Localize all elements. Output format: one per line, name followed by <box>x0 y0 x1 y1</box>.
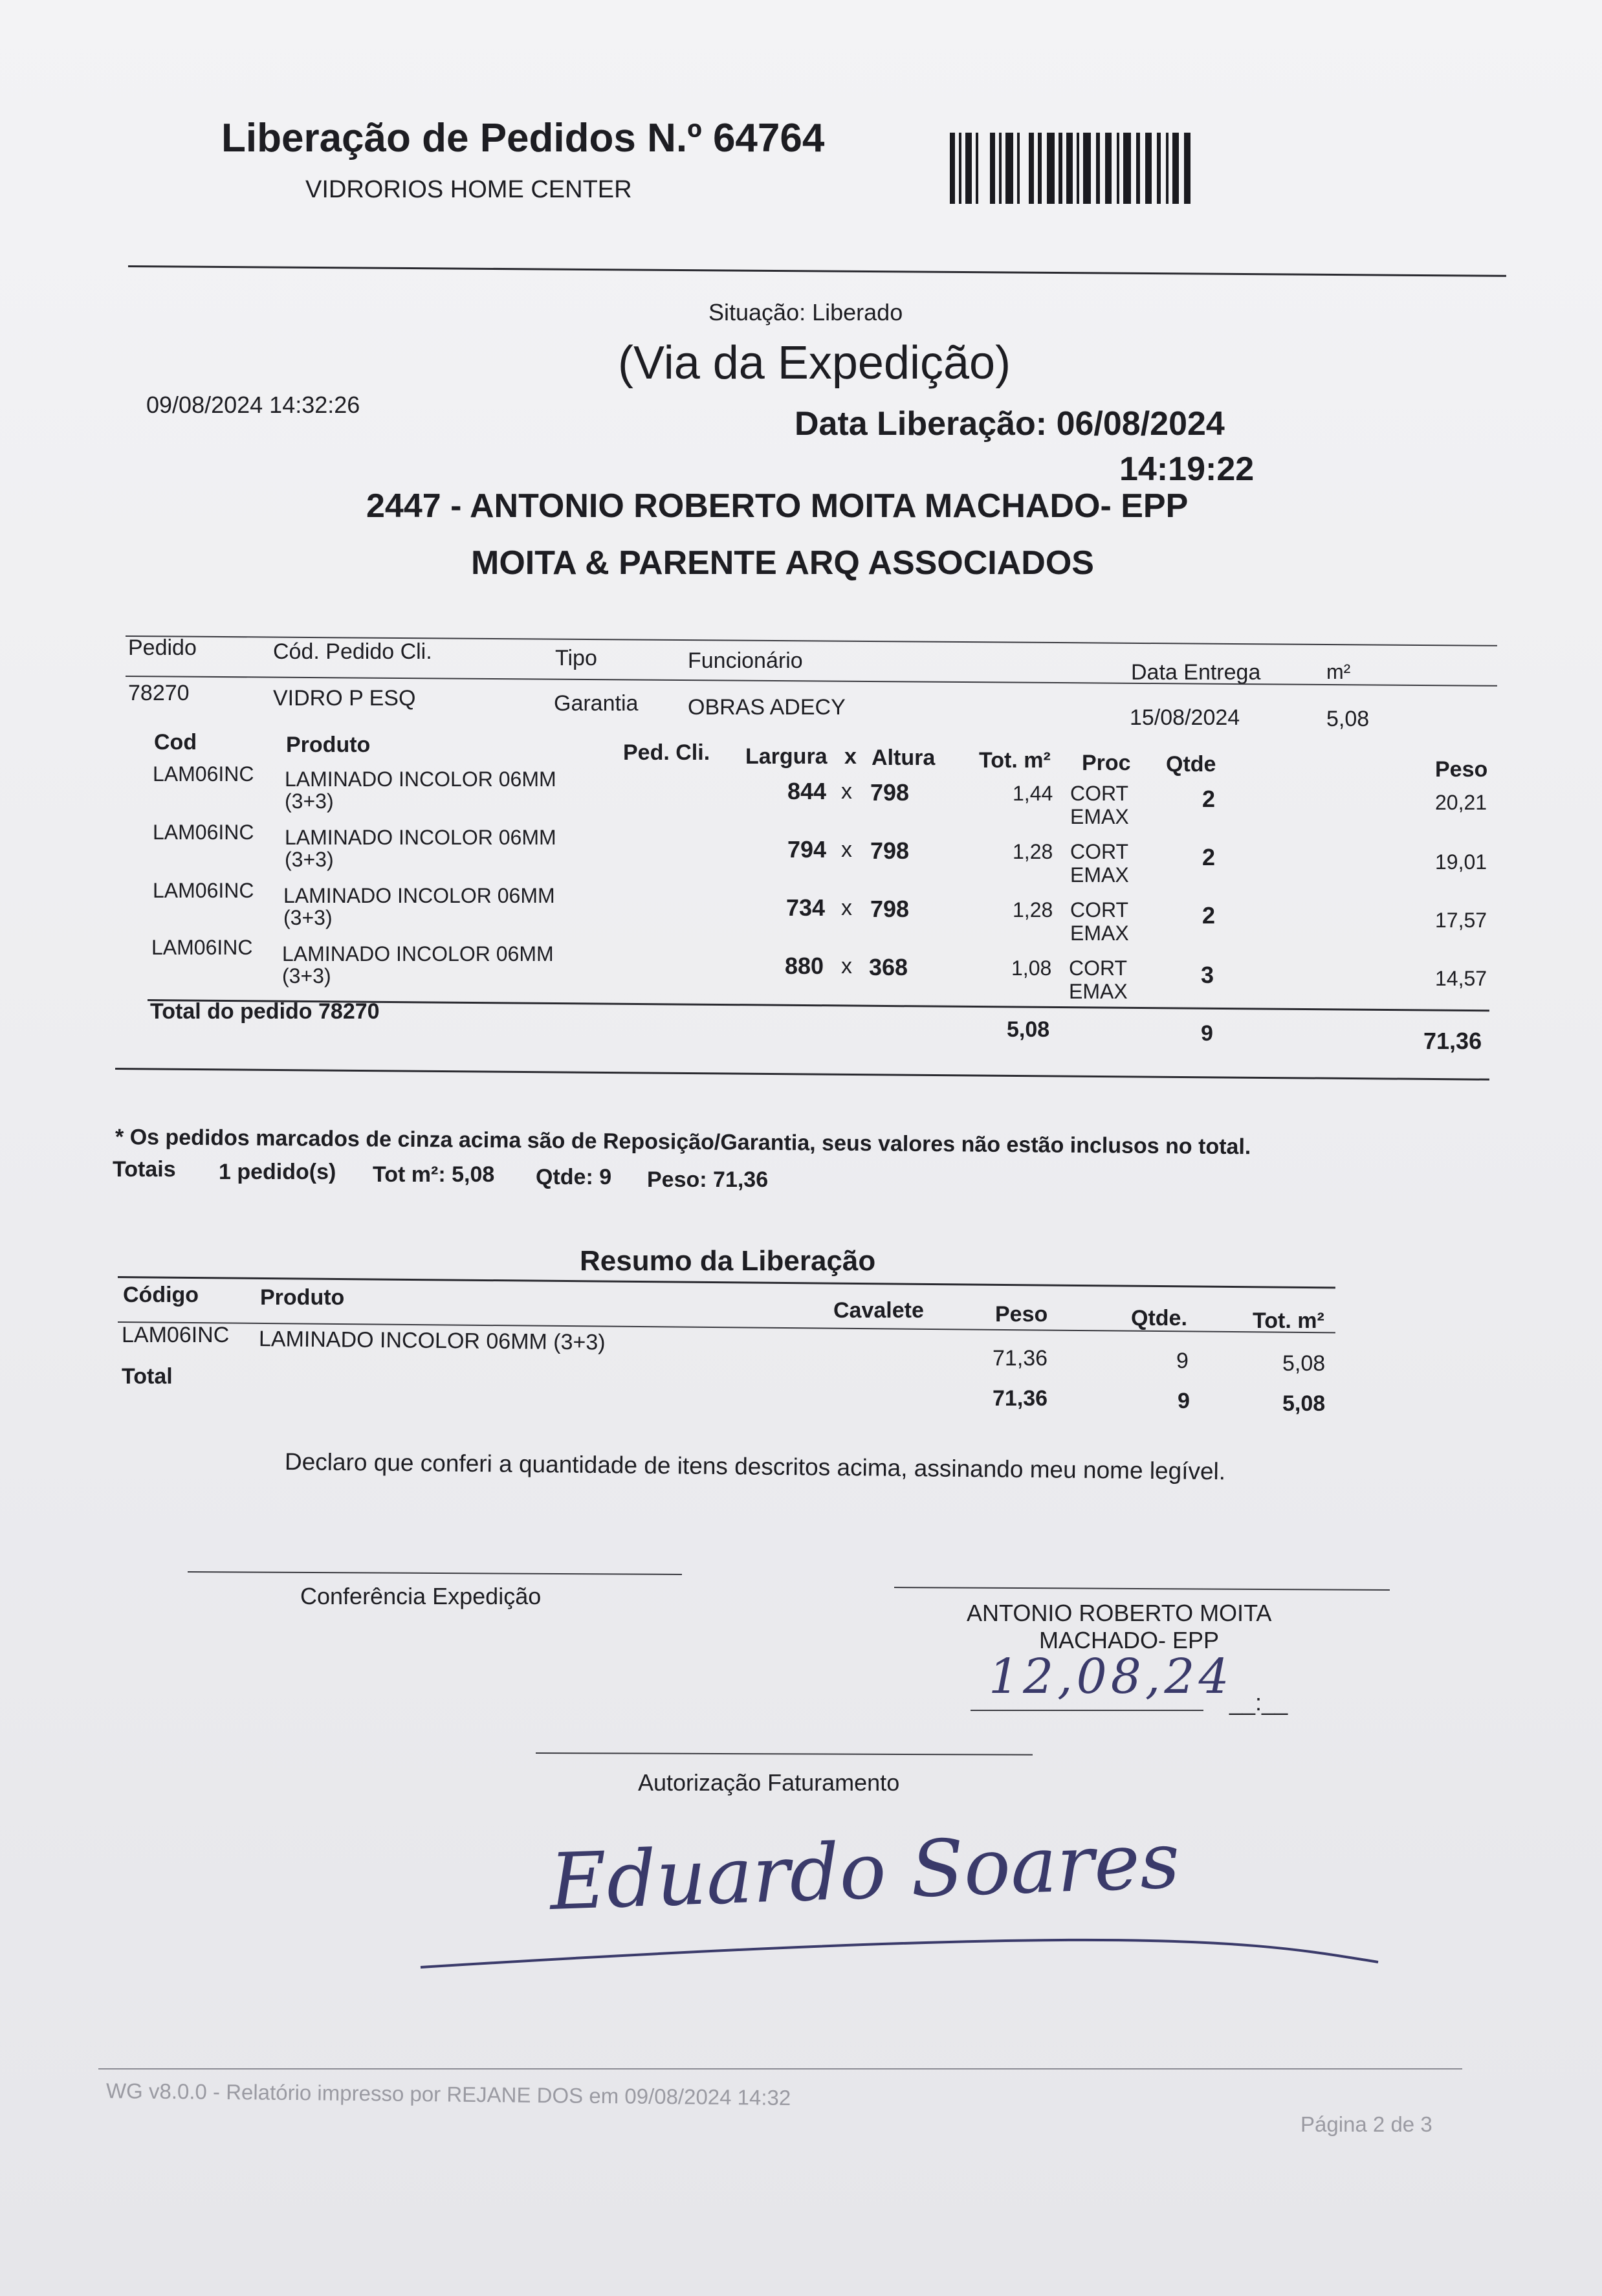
items-header-peso: Peso <box>1435 757 1488 782</box>
col-header-pedido: Pedido <box>128 635 197 660</box>
situacao-status: Situação: Liberado <box>708 299 903 326</box>
gray-note: * Os pedidos marcados de cinza acima são de Reposição/Garantia, seus valores não estão inclusos no total. <box>115 1125 1251 1160</box>
totais-label: Totais <box>113 1157 176 1182</box>
items-header-cod: Cod <box>154 730 197 755</box>
client-signature-name-2: MACHADO- EPP <box>1039 1627 1220 1653</box>
signature-stroke <box>414 1928 1385 1980</box>
order-pedido: 78270 <box>128 681 190 705</box>
order-m2: 5,08 <box>1326 707 1370 731</box>
resumo-header-qtde: Qtde. <box>1131 1306 1187 1330</box>
row-cod: LAM06INC <box>153 762 254 786</box>
row-cod: LAM06INC <box>153 879 254 902</box>
row-largura: 794 <box>787 836 827 863</box>
row-x: x <box>841 779 852 804</box>
row-altura: 798 <box>870 837 910 864</box>
items-total-qtde: 9 <box>1201 1021 1213 1046</box>
row-proc: CORT <box>1070 898 1129 922</box>
items-header-ped-cli: Ped. Cli. <box>623 740 710 765</box>
order-cod-pedido-cli: VIDRO P ESQ <box>273 686 416 711</box>
items-total-label: Total do pedido 78270 <box>150 999 380 1024</box>
resumo-total-label: Total <box>122 1364 173 1389</box>
row-qtde: 2 <box>1202 902 1216 929</box>
footer-page: Página 2 de 3 <box>1300 2112 1432 2136</box>
via-label: (Via da Expedição) <box>618 337 1011 389</box>
row-x: x <box>841 837 852 862</box>
printed-datetime: 09/08/2024 14:32:26 <box>146 392 360 418</box>
conferencia-label: Conferência Expedição <box>300 1583 542 1609</box>
col-header-cod-pedido-cli: Cód. Pedido Cli. <box>273 639 432 664</box>
items-header-proc: Proc <box>1082 751 1131 775</box>
resumo-total-peso: 71,36 <box>993 1386 1048 1411</box>
handwritten-date: 12,08,24 <box>989 1649 1233 1705</box>
totais-pedidos: 1 pedido(s) <box>219 1160 336 1184</box>
resumo-row-peso: 71,36 <box>993 1346 1048 1371</box>
resumo-row-codigo: LAM06INC <box>122 1323 230 1347</box>
row-proc-2: EMAX <box>1070 922 1129 945</box>
row-largura: 734 <box>786 894 826 921</box>
row-proc: CORT <box>1069 956 1128 980</box>
totais-qtde: Qtde: 9 <box>536 1165 612 1189</box>
row-altura: 368 <box>869 954 908 980</box>
col-header-m2: m² <box>1326 660 1351 683</box>
footer-report: WG v8.0.0 - Relatório impresso por REJANE DOS em 09/08/2024 14:32 <box>105 2079 791 2110</box>
row-proc: CORT <box>1070 840 1129 863</box>
row-qtde: 2 <box>1202 786 1216 812</box>
order-data-entrega: 15/08/2024 <box>1130 705 1240 730</box>
row-qtde: 2 <box>1202 844 1216 870</box>
row-proc-2: EMAX <box>1069 980 1128 1003</box>
order-funcionario: OBRAS ADECY <box>688 695 846 720</box>
totais-m2: Tot m²: 5,08 <box>373 1162 495 1187</box>
resumo-row-qtde: 9 <box>1176 1349 1189 1373</box>
client-signature-name: ANTONIO ROBERTO MOITA <box>967 1600 1272 1626</box>
totais-peso: Peso: 71,36 <box>647 1167 769 1192</box>
row-altura: 798 <box>870 896 910 922</box>
row-x: x <box>841 954 852 978</box>
col-header-tipo: Tipo <box>555 646 597 670</box>
signature-text: Eduardo Soares <box>548 1816 1181 1928</box>
row-largura: 844 <box>787 778 827 804</box>
time-placeholder: __:__ <box>1229 1689 1288 1716</box>
row-peso: 17,57 <box>1435 909 1487 932</box>
col-header-funcionario: Funcionário <box>688 648 803 673</box>
row-peso: 20,21 <box>1435 791 1487 814</box>
footer-line <box>98 2068 1462 2070</box>
row-altura: 798 <box>870 779 910 806</box>
row-x: x <box>841 896 852 920</box>
row-tot-m2: 1,08 <box>1011 956 1052 980</box>
row-tot-m2: 1,28 <box>1013 840 1053 863</box>
resumo-row-produto: LAMINADO INCOLOR 06MM (3+3) <box>258 1327 606 1355</box>
row-proc-2: EMAX <box>1070 805 1129 828</box>
row-produto-2: (3+3) <box>282 964 331 988</box>
row-tot-m2: 1,44 <box>1013 782 1053 805</box>
items-header-produto: Produto <box>286 733 371 757</box>
declaration-text: Declaro que conferi a quantidade de itens descritos acima, assinando meu nome legível. <box>284 1448 1226 1485</box>
row-produto: LAMINADO INCOLOR 06MM <box>285 767 556 791</box>
resumo-header-peso: Peso <box>995 1302 1048 1327</box>
client-company: MOITA & PARENTE ARQ ASSOCIADOS <box>471 544 1094 582</box>
items-total-m2: 5,08 <box>1007 1017 1050 1042</box>
company-name: VIDRORIOS HOME CENTER <box>305 176 632 203</box>
resumo-total-qtde: 9 <box>1178 1389 1190 1413</box>
resumo-header-tot-m2: Tot. m² <box>1253 1308 1324 1333</box>
row-largura: 880 <box>785 953 824 979</box>
row-produto: LAMINADO INCOLOR 06MM <box>283 884 555 907</box>
row-cod: LAM06INC <box>153 821 254 844</box>
autorizacao-label: Autorização Faturamento <box>638 1769 900 1796</box>
resumo-row-tot-m2: 5,08 <box>1282 1351 1326 1376</box>
row-produto-2: (3+3) <box>285 848 334 871</box>
client-name: 2447 - ANTONIO ROBERTO MOITA MACHADO- EPP <box>366 487 1189 525</box>
barcode <box>950 133 1196 204</box>
resumo-header-cavalete: Cavalete <box>833 1298 924 1323</box>
row-proc: CORT <box>1070 782 1129 805</box>
handwritten-date-underline <box>971 1710 1203 1711</box>
items-header-largura: Largura <box>745 744 828 769</box>
resumo-header-codigo: Código <box>123 1283 199 1307</box>
row-cod: LAM06INC <box>151 936 253 959</box>
hora-liberacao: 14:19:22 <box>1119 450 1255 488</box>
data-liberacao: Data Liberação: 06/08/2024 <box>795 405 1225 443</box>
row-produto-2: (3+3) <box>283 906 333 929</box>
items-header-x: x <box>844 744 857 769</box>
items-total-peso: 71,36 <box>1423 1028 1482 1054</box>
items-header-altura: Altura <box>872 745 936 770</box>
order-tipo: Garantia <box>554 691 639 716</box>
row-produto-2: (3+3) <box>285 789 334 813</box>
items-header-qtde: Qtde <box>1166 752 1216 777</box>
resumo-title: Resumo da Liberação <box>580 1245 876 1277</box>
resumo-header-produto: Produto <box>260 1285 345 1310</box>
resumo-total-tot-m2: 5,08 <box>1282 1391 1326 1416</box>
row-produto: LAMINADO INCOLOR 06MM <box>282 942 554 966</box>
items-header-tot-m2: Tot. m² <box>979 748 1051 773</box>
col-header-data-entrega: Data Entrega <box>1131 660 1261 685</box>
row-produto: LAMINADO INCOLOR 06MM <box>285 826 556 849</box>
row-peso: 19,01 <box>1435 850 1487 874</box>
row-proc-2: EMAX <box>1070 863 1129 887</box>
row-tot-m2: 1,28 <box>1013 898 1053 922</box>
row-qtde: 3 <box>1201 962 1214 988</box>
document-title: Liberação de Pedidos N.º 64764 <box>221 116 825 160</box>
row-peso: 14,57 <box>1435 967 1487 990</box>
